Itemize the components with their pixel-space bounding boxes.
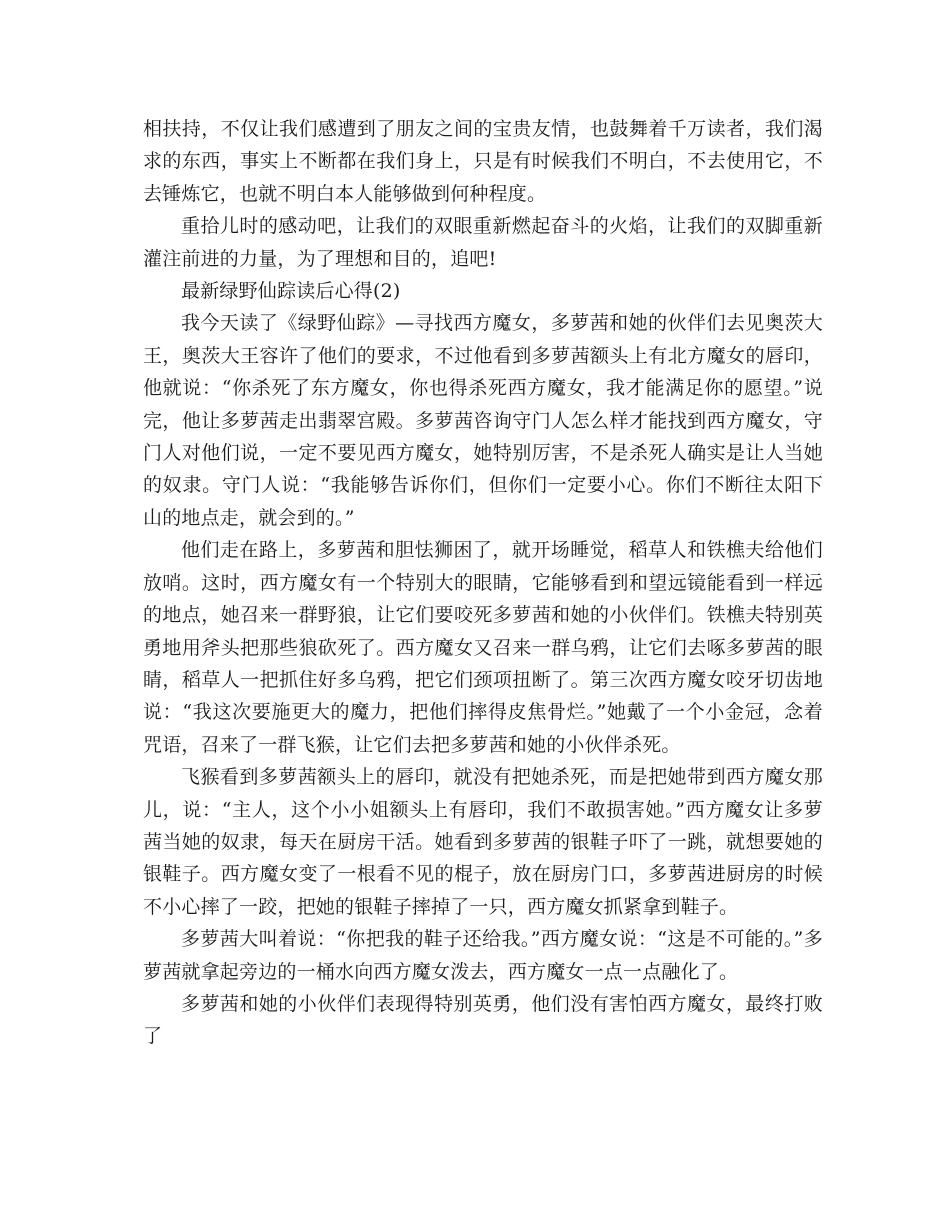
paragraph-6: 多萝茜大叫着说：“你把我的鞋子还给我。”西方魔女说：“这是不可能的。”多萝茜就拿起旁边的一桶水向西方魔女泼去，西方魔女一点一点融化了。 [143,928,823,983]
paragraph-3: 我今天读了《绿野仙踪》—寻找西方魔女，多萝茜和她的伙伴们去见奥茨大王，奥茨大王容许了他们的要求，不过他看到多萝茜额头上有北方魔女的唇印，他就说：“你杀死了东方魔女，你也得杀死西方魔女，我才能满足你的愿望。”说完，他让多萝茜走出翡翠宫殿。多萝茜咨询守门人怎么样才能找到西方魔女，守门人对他们说，一定不要见西方魔女，她特别厉害，不是杀死人确实是让人当她的奴隶。守门人说：“我能够告诉你们，但你们一定要小心。你们不断往太阳下山的地点走，就会到的。” [143,312,823,529]
paragraph-2: 重拾儿时的感动吧，让我们的双眼重新燃起奋斗的火焰，让我们的双脚重新灌注前进的力量，为了理想和目的，追吧! [143,215,823,270]
document-body [143,113,823,1053]
section-heading: 最新绿野仙踪读后心得(2) [181,280,401,303]
paragraph-1: 相扶持，不仅让我们感遭到了朋友之间的宝贵友情，也鼓舞着千万读者，我们渴求的东西，事实上不断都在我们身上，只是有时候我们不明白，不去使用它，不去锤炼它，也就不明白本人能够做到何种程度。 [143,118,823,205]
paragraph-4: 他们走在路上，多萝茜和胆怯狮困了，就开场睡觉，稻草人和铁樵夫给他们放哨。这时，西方魔女有一个特别大的眼睛，它能够看到和望远镜能看到一样远的地点，她召来一群野狼，让它们要咬死多萝茜和她的小伙伴们。铁樵夫特别英勇地用斧头把那些狼砍死了。西方魔女又召来一群乌鸦，让它们去啄多萝茜的眼睛，稻草人一把抓住好多乌鸦，把它们颈项扭断了。第三次西方魔女咬牙切齿地说：“我这次要施更大的魔力，把他们摔得皮焦骨烂。”她戴了一个小金冠，念着咒语，召来了一群飞猴，让它们去把多萝茜和她的小伙伴杀死。 [143,539,823,756]
paragraph-7: 多萝茜和她的小伙伴们表现得特别英勇，他们没有害怕西方魔女，最终打败了 [143,992,823,1048]
paragraph-5: 飞猴看到多萝茜额头上的唇印，就没有把她杀死，而是把她带到西方魔女那儿，说：“主人，这个小小姐额头上有唇印，我们不敢损害她。”西方魔女让多萝茜当她的奴隶，每天在厨房干活。她看到多萝茜的银鞋子吓了一跳，就想要她的银鞋子。西方魔女变了一根看不见的棍子，放在厨房门口，多萝茜进厨房的时候不小心摔了一跤，把她的银鞋子摔掉了一只，西方魔女抓紧拿到鞋子。 [143,766,823,918]
